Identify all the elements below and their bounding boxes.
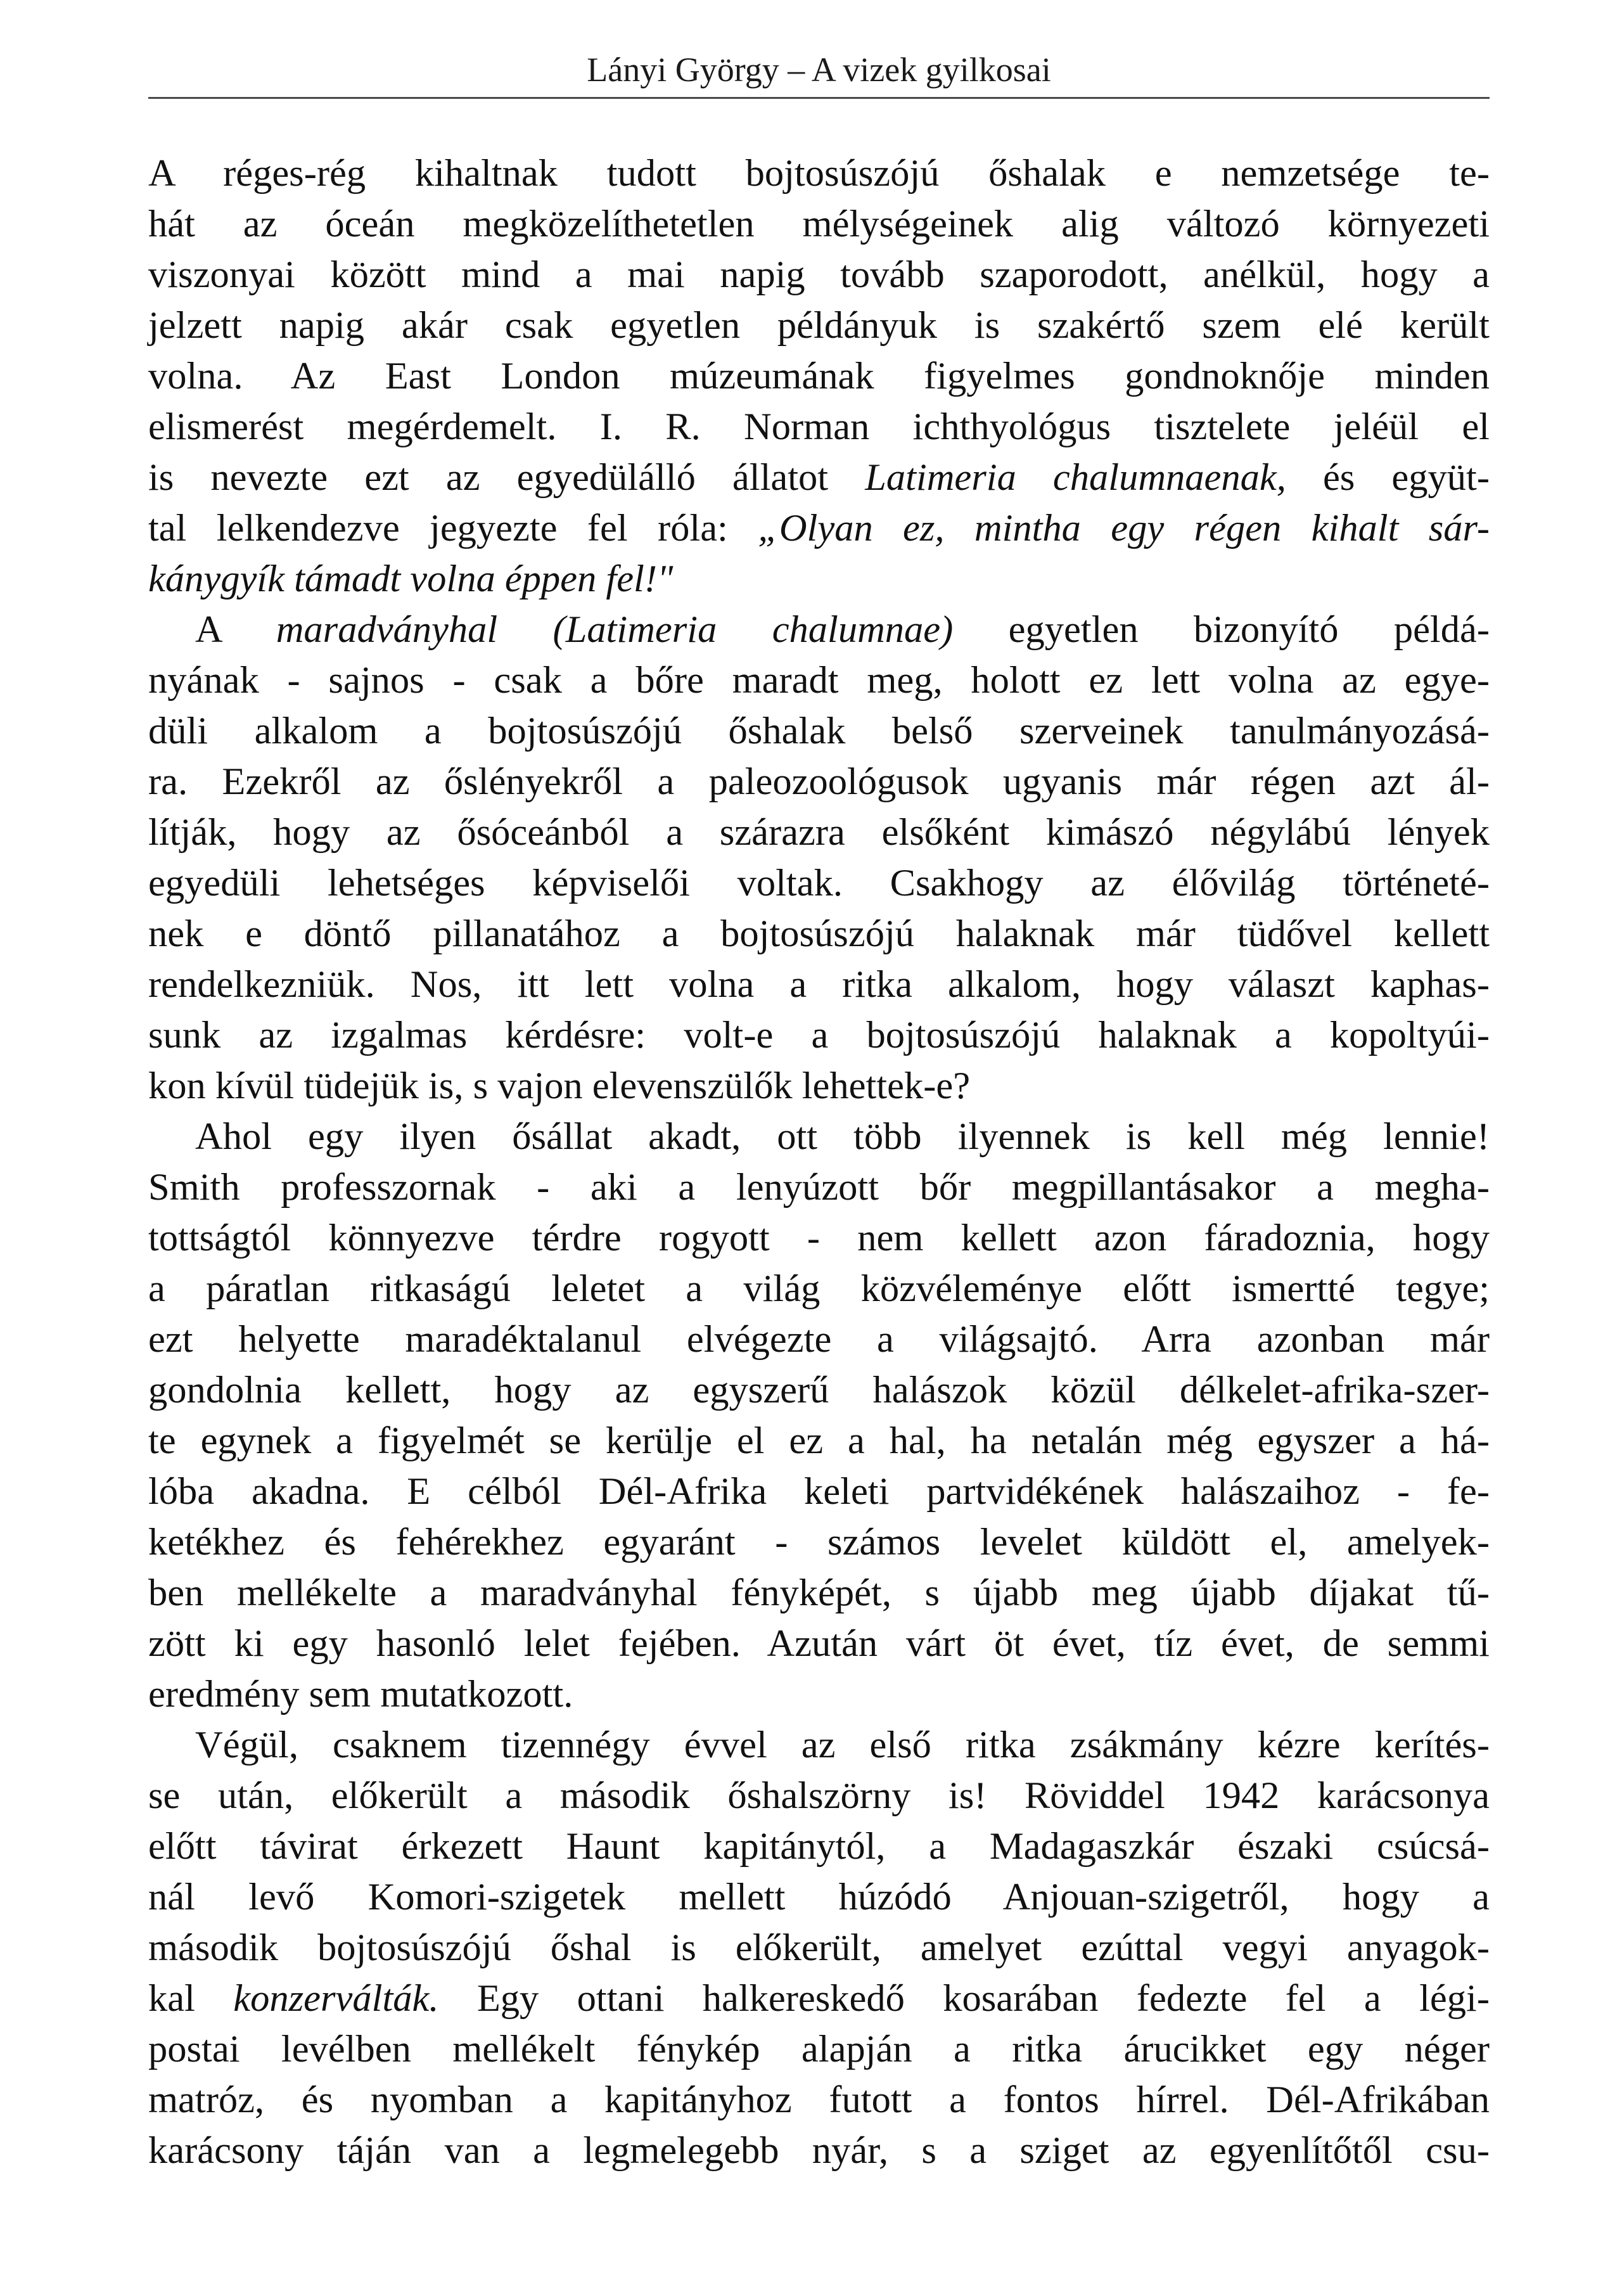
text-segment: lítják, hogy az ősóceánból a szárazra elsőként kimászó négylábú lények bbox=[148, 811, 1490, 854]
body-text bbox=[148, 148, 1490, 2176]
text-segment: jelzett napig akár csak egyetlen példányuk is szakértő szem elé került bbox=[148, 304, 1490, 347]
text-segment: ben mellékelte a maradványhal fényképét, s újabb meg újabb díjakat tű- bbox=[148, 1572, 1490, 1614]
text-line bbox=[148, 909, 1490, 959]
text-line bbox=[148, 1416, 1490, 1466]
text-segment: hát az óceán megközelíthetetlen mélységeinek alig változó környezeti bbox=[148, 203, 1490, 245]
text-line bbox=[148, 554, 1490, 605]
text-segment: nyának - sajnos - csak a bőre maradt meg, holott ez lett volna az egye- bbox=[148, 659, 1490, 702]
text-line bbox=[148, 1466, 1490, 1517]
text-segment: eredmény sem mutatkozott. bbox=[148, 1673, 573, 1716]
italic-text: Latimeria chalumnaenak, bbox=[865, 456, 1286, 499]
text-segment: egyedüli lehetséges képviselői voltak. Csakhogy az élővilág történeté- bbox=[148, 862, 1490, 904]
text-segment: A réges-rég kihaltnak tudott bojtosúszójú őshalak e nemzetsége te- bbox=[148, 152, 1490, 195]
text-line bbox=[148, 1264, 1490, 1314]
text-segment: tottságtól könnyezve térdre rogyott - nem kellett azon fáradoznia, hogy bbox=[148, 1217, 1490, 1259]
text-line bbox=[148, 1112, 1490, 1162]
text-line bbox=[148, 959, 1490, 1010]
italic-text: kánygyík támadt volna éppen fel!" bbox=[148, 558, 674, 600]
text-segment: matróz, és nyomban a kapitányhoz futott a fontos hírrel. Dél-Afrikában bbox=[148, 2079, 1490, 2121]
text-line bbox=[148, 2126, 1490, 2176]
text-segment: ezt helyette maradéktalanul elvégezte a világsajtó. Arra azonban már bbox=[148, 1318, 1490, 1361]
text-segment: egyetlen bizonyító példá- bbox=[953, 608, 1490, 651]
text-segment: düli alkalom a bojtosúszójú őshalak belső szerveinek tanulmányozásá- bbox=[148, 710, 1490, 752]
text-line bbox=[148, 1771, 1490, 1821]
text-segment: Smith professzornak - aki a lenyúzott bőr megpillantásakor a megha- bbox=[148, 1166, 1490, 1209]
text-line bbox=[148, 1720, 1490, 1771]
text-line bbox=[148, 1213, 1490, 1264]
text-line bbox=[148, 1619, 1490, 1669]
text-segment: Egy ottani halkereskedő kosarában fedezte fel a légi- bbox=[438, 1977, 1490, 2020]
text-segment: se után, előkerült a második őshalszörny is! Röviddel 1942 karácsonya bbox=[148, 1774, 1490, 1817]
text-line bbox=[148, 452, 1490, 503]
text-segment: ra. Ezekről az őslényekről a paleozoológusok ugyanis már régen azt ál- bbox=[148, 760, 1490, 803]
text-line bbox=[148, 605, 1490, 655]
text-segment: tal lelkendezve jegyezte fel róla: bbox=[148, 507, 758, 549]
text-line bbox=[148, 148, 1490, 199]
text-segment: A bbox=[195, 608, 276, 651]
text-segment: te egynek a figyelmét se kerülje el ez a hal, ha netalán még egyszer a há- bbox=[148, 1420, 1490, 1462]
text-line bbox=[148, 2075, 1490, 2126]
text-segment: Ahol egy ilyen ősállat akadt, ott több ilyennek is kell még lennie! bbox=[195, 1115, 1490, 1158]
text-line bbox=[148, 300, 1490, 351]
text-line bbox=[148, 503, 1490, 554]
text-segment: a páratlan ritkaságú leletet a világ közvéleménye előtt ismertté tegye; bbox=[148, 1267, 1490, 1310]
text-segment: karácsony táján van a legmelegebb nyár, s a sziget az egyenlítőtől csu- bbox=[148, 2129, 1490, 2172]
text-segment: sunk az izgalmas kérdésre: volt-e a bojtosúszójú halaknak a kopoltyúi- bbox=[148, 1014, 1490, 1056]
text-segment: Végül, csaknem tizennégy évvel az első ritka zsákmány kézre kerítés- bbox=[195, 1724, 1490, 1766]
text-line bbox=[148, 1568, 1490, 1619]
text-segment: volna. Az East London múzeumának figyelmes gondnoknője minden bbox=[148, 355, 1490, 397]
text-segment: kal bbox=[148, 1977, 234, 2020]
text-line bbox=[148, 1669, 1490, 1720]
text-segment: és együt- bbox=[1286, 456, 1490, 499]
text-segment: rendelkezniük. Nos, itt lett volna a ritka alkalom, hogy választ kaphas- bbox=[148, 963, 1490, 1006]
text-segment: postai levélben mellékelt fénykép alapján a ritka árucikket egy néger bbox=[148, 2028, 1490, 2070]
text-line bbox=[148, 1973, 1490, 2024]
text-line bbox=[148, 757, 1490, 807]
text-line bbox=[148, 1162, 1490, 1213]
text-segment: lóba akadna. E célból Dél-Afrika keleti partvidékének halászaihoz - fe- bbox=[148, 1470, 1490, 1513]
text-line bbox=[148, 1872, 1490, 1923]
text-line bbox=[148, 807, 1490, 858]
text-line bbox=[148, 1923, 1490, 1973]
italic-text: konzerválták. bbox=[233, 1977, 439, 2020]
text-segment: is nevezte ezt az egyedülálló állatot bbox=[148, 456, 865, 499]
text-line bbox=[148, 250, 1490, 300]
text-line bbox=[148, 1517, 1490, 1568]
italic-text: „Olyan ez, mintha egy régen kihalt sár- bbox=[758, 507, 1490, 549]
text-line bbox=[148, 402, 1490, 452]
text-line bbox=[148, 1314, 1490, 1365]
text-segment: nál levő Komori-szigetek mellett húzódó Anjouan-szigetről, hogy a bbox=[148, 1876, 1490, 1918]
text-line bbox=[148, 655, 1490, 706]
text-line bbox=[148, 1365, 1490, 1416]
text-line bbox=[148, 1061, 1490, 1112]
text-segment: gondolnia kellett, hogy az egyszerű halászok közül délkelet-afrika-szer- bbox=[148, 1369, 1490, 1411]
text-segment: zött ki egy hasonló lelet fejében. Azután várt öt évet, tíz évet, de semmi bbox=[148, 1622, 1490, 1665]
text-segment: nek e döntő pillanatához a bojtosúszójú halaknak már tüdővel kellett bbox=[148, 913, 1490, 955]
text-line bbox=[148, 1821, 1490, 1872]
text-segment: előtt távirat érkezett Haunt kapitánytól, a Madagaszkár északi csúcsá- bbox=[148, 1825, 1490, 1868]
text-line bbox=[148, 351, 1490, 402]
text-segment: ketékhez és fehérekhez egyaránt - számos levelet küldött el, amelyek- bbox=[148, 1521, 1490, 1563]
italic-text: maradványhal (Latimeria chalumnae) bbox=[276, 608, 954, 651]
text-line bbox=[148, 858, 1490, 909]
text-line bbox=[148, 199, 1490, 250]
running-header: Lányi György – A vizek gyilkosai bbox=[587, 51, 1051, 89]
text-segment: elismerést megérdemelt. I. R. Norman ichthyológus tisztelete jeléül el bbox=[148, 406, 1490, 448]
text-line bbox=[148, 2024, 1490, 2075]
text-segment: második bojtosúszójú őshal is előkerült, amelyet ezúttal vegyi anyagok- bbox=[148, 1927, 1490, 1969]
header-divider bbox=[148, 97, 1490, 99]
text-line bbox=[148, 706, 1490, 757]
text-segment: viszonyai között mind a mai napig tovább szaporodott, anélkül, hogy a bbox=[148, 253, 1490, 296]
text-segment: kon kívül tüdejük is, s vajon elevenszülők lehettek-e? bbox=[148, 1065, 971, 1107]
text-line bbox=[148, 1010, 1490, 1061]
